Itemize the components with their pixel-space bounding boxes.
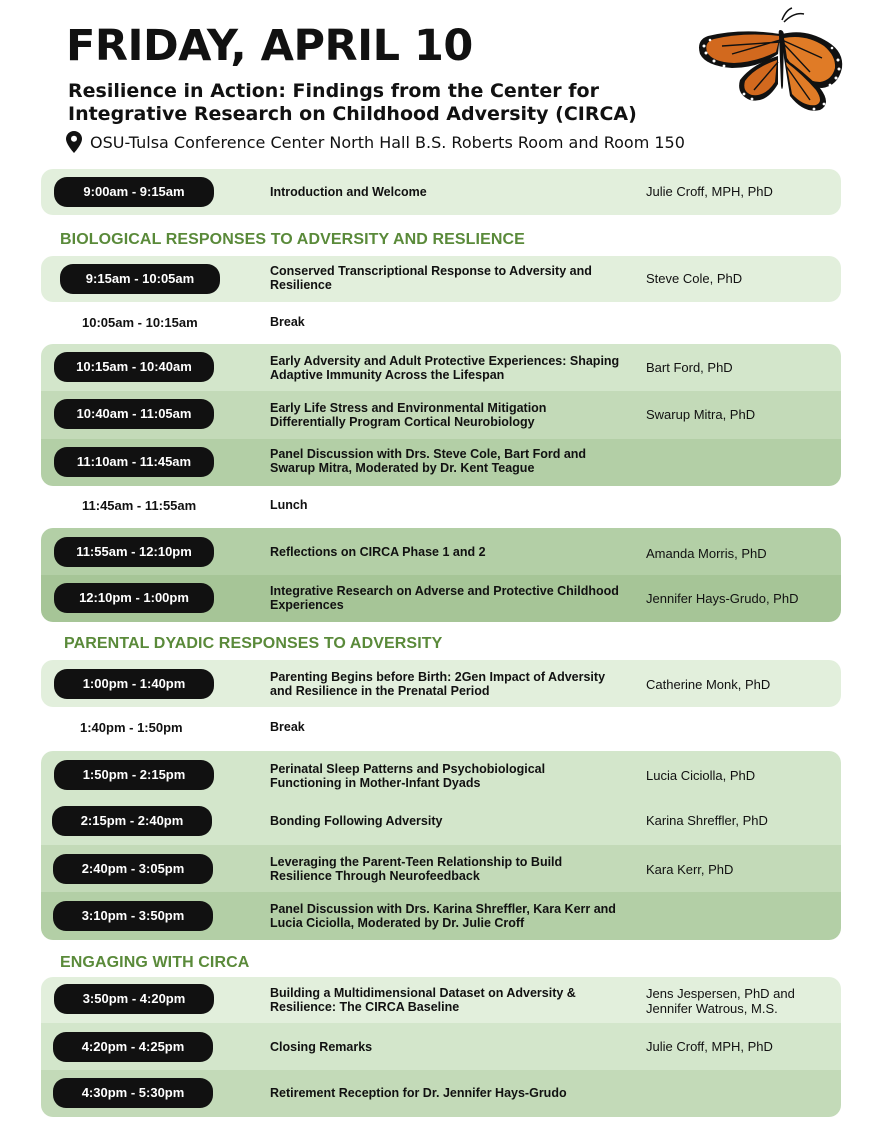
session-title: Panel Discussion with Drs. Karina Shreffler, Kara Kerr and Lucia Ciciolla, Moderated by Dr. Julie Croff [270,902,616,930]
session-title: Lunch [270,498,308,512]
session-title: Parenting Begins before Birth: 2Gen Impact of Adversity and Resilience in the Prenatal Period [270,670,606,698]
speaker-name: Jens Jespersen, PhD and Jennifer Watrous, M.S. [646,986,795,1016]
schedule-band [41,528,841,622]
schedule-row [41,491,841,521]
schedule-band [41,660,841,707]
schedule-band [41,169,841,215]
speaker-name: Julie Croff, MPH, PhD [646,1039,773,1054]
schedule-row [41,977,841,1023]
section-heading: PARENTAL DYADIC RESPONSES TO ADVERSITY [64,635,443,652]
time-pill: 9:15am - 10:05am [60,264,220,294]
schedule-band [41,751,841,940]
time-pill: 1:00pm - 1:40pm [54,669,214,699]
schedule-row [41,308,841,338]
session-title: Introduction and Welcome [270,185,427,199]
schedule-row [41,575,841,622]
page-subtitle: Resilience in Action: Findings from the Center for Integrative Research on Childhood Adversity (CIRCA) [68,80,637,125]
time-pill: 9:00am - 9:15am [54,177,214,207]
session-title: Early Life Stress and Environmental Mitigation Differentially Program Cortical Neurobiology [270,401,547,429]
time-label: 11:45am - 11:55am [82,498,197,513]
time-pill: 10:40am - 11:05am [54,399,214,429]
session-title: Perinatal Sleep Patterns and Psychobiological Functioning in Mother-Infant Dyads [270,762,546,790]
session-title: Integrative Research on Adverse and Protective Childhood Experiences [270,584,619,612]
session-title: Closing Remarks [270,1040,373,1054]
schedule-row [41,1023,841,1070]
session-title: Leveraging the Parent-Teen Relationship to Build Resilience Through Neurofeedback [270,855,563,883]
schedule-row [41,798,841,845]
schedule-row [41,391,841,439]
time-pill: 10:15am - 10:40am [54,352,214,382]
schedule-row [41,892,841,940]
time-label: 1:40pm - 1:50pm [80,720,183,735]
section-heading: BIOLOGICAL RESPONSES TO ADVERSITY AND RESLIENCE [60,231,525,248]
session-title: Retirement Reception for Dr. Jennifer Hays-Grudo [270,1086,567,1100]
page-title: FRIDAY, APRIL 10 [66,21,473,71]
speaker-name: Amanda Morris, PhD [646,546,767,561]
session-title: Conserved Transcriptional Response to Adversity and Resilience [270,264,592,292]
session-title: Panel Discussion with Drs. Steve Cole, Bart Ford and Swarup Mitra, Moderated by Dr. Kent Teague [270,447,587,475]
speaker-name: Kara Kerr, PhD [646,862,734,877]
location-text: OSU-Tulsa Conference Center North Hall B.S. Roberts Room and Room 150 [90,132,685,152]
schedule-band [41,977,841,1117]
time-pill: 2:40pm - 3:05pm [53,854,213,884]
time-pill: 12:10pm - 1:00pm [54,583,214,613]
time-pill: 4:20pm - 4:25pm [53,1032,213,1062]
schedule-row [41,439,841,486]
time-label: 10:05am - 10:15am [82,315,198,330]
time-pill: 2:15pm - 2:40pm [52,806,212,836]
speaker-name: Catherine Monk, PhD [646,677,771,692]
session-title: Break [270,720,305,734]
schedule-row [41,344,841,391]
schedule-row [41,660,841,707]
time-pill: 4:30pm - 5:30pm [53,1078,213,1108]
schedule-row [41,528,841,575]
session-title: Break [270,315,305,329]
schedule-row [41,169,841,215]
speaker-name: Karina Shreffler, PhD [646,813,768,828]
speaker-name: Lucia Ciciolla, PhD [646,768,756,783]
schedule-band [41,256,841,302]
butterfly-icon [692,6,852,116]
map-pin-icon [66,131,82,153]
time-pill: 11:55am - 12:10pm [54,537,214,567]
schedule-band [41,344,841,486]
speaker-name: Steve Cole, PhD [646,271,743,286]
schedule-row [41,751,841,798]
time-pill: 3:10pm - 3:50pm [53,901,213,931]
time-pill: 1:50pm - 2:15pm [54,760,214,790]
session-title: Building a Multidimensional Dataset on Adversity & Resilience: The CIRCA Baseline [270,986,576,1014]
speaker-name: Jennifer Hays-Grudo, PhD [646,591,799,606]
session-title: Early Adversity and Adult Protective Experiences: Shaping Adaptive Immunity Across the Lifespan [270,354,620,382]
section-heading: ENGAGING WITH CIRCA [60,954,250,971]
time-pill: 11:10am - 11:45am [54,447,214,477]
schedule-row [41,256,841,302]
speaker-name: Swarup Mitra, PhD [646,407,756,422]
schedule-row [41,1070,841,1117]
schedule-row [41,845,841,892]
schedule-row [41,712,841,742]
session-title: Reflections on CIRCA Phase 1 and 2 [270,545,486,559]
time-pill: 3:50pm - 4:20pm [54,984,214,1014]
speaker-name: Bart Ford, PhD [646,360,733,375]
event-location [66,131,685,153]
speaker-name: Julie Croff, MPH, PhD [646,184,773,199]
session-title: Bonding Following Adversity [270,814,443,828]
